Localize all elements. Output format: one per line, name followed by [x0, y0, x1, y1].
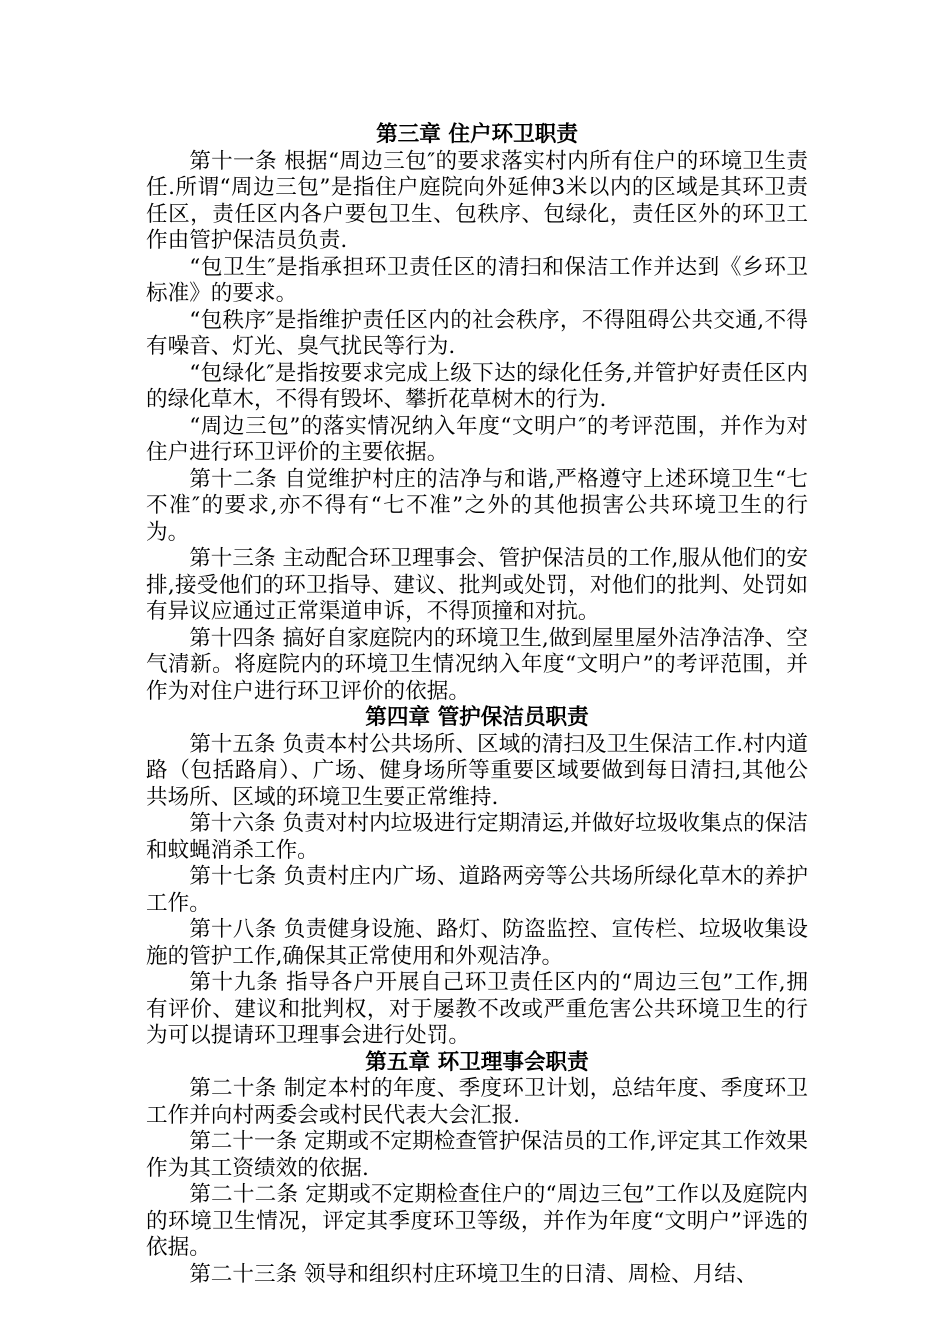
paragraph: 第十三条 主动配合环卫理事会、管护保洁员的工作,服从他们的安排,接受他们的环卫指导、建议、批判或处罚，对他们的批判、处罚如有异议应通过正常渠道申诉，不得顶撞和对抗。 — [146, 546, 808, 624]
paragraph: 第二十三条 领导和组织村庄环境卫生的日清、周检、月结、 — [189, 1261, 758, 1287]
paragraph: “包卫生″是指承担环卫责任区的清扫和保洁工作并达到《乡环卫标准》的要求。 — [146, 254, 808, 306]
chapter-5-heading: 第五章 环卫理事会职责 — [365, 1049, 589, 1075]
paragraph: 第二十一条 定期或不定期检查管护保洁员的工作,评定其工作效果作为其工资绩效的依据. — [146, 1129, 808, 1181]
paragraph: 第十四条 搞好自家庭院内的环境卫生,做到屋里屋外洁净洁净、空气清新。将庭院内的环境卫生情况纳入年度“文明户”的考评范围，并作为对住户进行环卫评价的依据。 — [146, 625, 808, 704]
paragraph: 第二十二条 定期或不定期检查住户的“周边三包”工作以及庭院内的环境卫生情况，评定其季度环卫等级，并作为年度“文明户”评选的依据。 — [146, 1182, 808, 1260]
paragraph: 第十八条 负责健身设施、路灯、防盗监控、宣传栏、垃圾收集设施的管护工作,确保其正常使用和外观洁净。 — [146, 917, 808, 969]
paragraph: “周边三包”的落实情况纳入年度“文明户″的考评范围，并作为对住户进行环卫评价的主要依据。 — [146, 413, 808, 465]
document-page — [146, 122, 808, 1288]
paragraph: 第十五条 负责本村公共场所、区域的清扫及卫生保洁工作.村内道路（包括路肩）、广场、健身场所等重要区域要做到每日清扫,其他公共场所、区域的环境卫生要正常维持. — [146, 731, 808, 810]
paragraph: 第十一条 根据“周边三包″的要求落实村内所有住户的环境卫生责任.所谓“周边三包”是指住户庭院向外延伸3米以内的区域是其环卫责任区，责任区内各户要包卫生、包秩序、包绿化，责任区外的环卫工作由管护保洁员负责. — [146, 148, 808, 253]
paragraph: 第十二条 自觉维护村庄的洁净与和谐,严格遵守上述环境卫生“七不准″的要求,亦不得有“七不准”之外的其他损害公共环境卫生的行为。 — [146, 466, 808, 545]
paragraph: “包秩序″是指维护责任区内的社会秩序，不得阻碍公共交通,不得有噪音、灯光、臭气扰民等行为. — [146, 307, 808, 359]
paragraph: 第二十条 制定本村的年度、季度环卫计划，总结年度、季度环卫工作并向村两委会或村民代表大会汇报. — [146, 1076, 808, 1128]
chapter-3-heading: 第三章 住户环卫职责 — [376, 122, 578, 147]
paragraph: 第十六条 负责对村内垃圾进行定期清运,并做好垃圾收集点的保洁和蚊蝇消杀工作。 — [146, 811, 808, 863]
paragraph: “包绿化″是指按要求完成上级下达的绿化任务,并管护好责任区内的绿化草木，不得有毁坏、攀折花草树木的行为. — [146, 360, 808, 412]
paragraph: 第十七条 负责村庄内广场、道路两旁等公共场所绿化草木的养护工作。 — [146, 864, 808, 916]
chapter-4-heading: 第四章 管护保洁员职责 — [365, 705, 589, 730]
paragraph: 第十九条 指导各户开展自己环卫责任区内的“周边三包”工作,拥有评价、建议和批判权，对于屡教不改或严重危害公共环境卫生的行为可以提请环卫理事会进行处罚。 — [146, 970, 808, 1048]
